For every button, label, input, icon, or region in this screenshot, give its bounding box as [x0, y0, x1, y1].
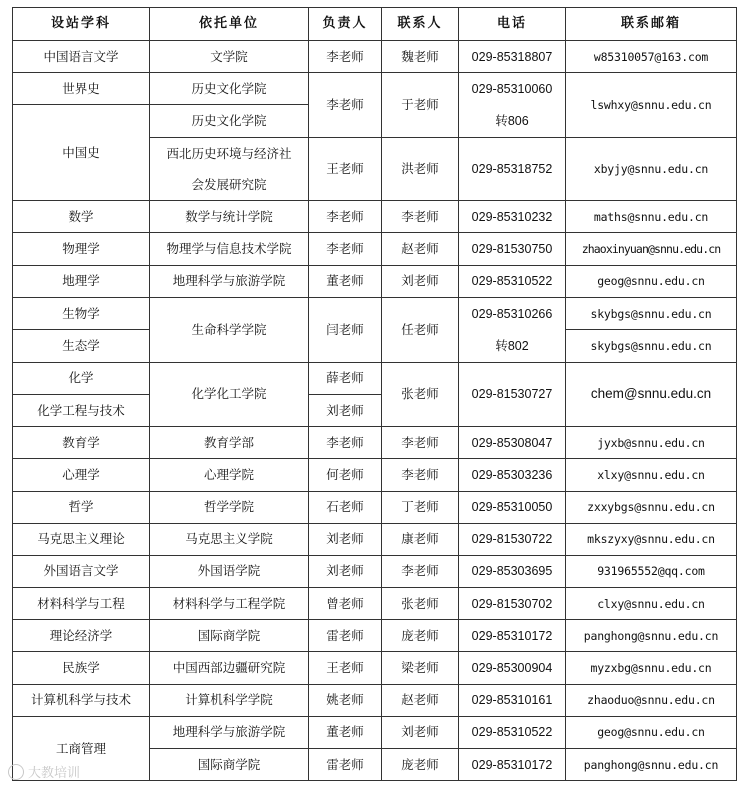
table-row — [13, 491, 737, 523]
subject-cell: 中国史 — [13, 105, 150, 201]
contact-cell: 李老师 — [382, 459, 459, 491]
unit-cell: 心理学院 — [150, 459, 309, 491]
email-cell: zhaoxinyuan@snnu.edu.cn — [566, 233, 737, 265]
phone-cell: 029-81530702 — [459, 588, 566, 620]
email-cell: geog@snnu.edu.cn — [566, 716, 737, 748]
table-row — [13, 297, 737, 330]
watermark — [8, 762, 80, 781]
head-cell: 薛老师 — [309, 362, 382, 394]
unit-cell: 物理学与信息技术学院 — [150, 233, 309, 265]
table-row — [13, 41, 737, 73]
subject-cell: 地理学 — [13, 265, 150, 297]
subject-cell: 物理学 — [13, 233, 150, 265]
subject-cell: 马克思主义理论 — [13, 523, 150, 555]
head-cell: 曾老师 — [309, 588, 382, 620]
unit-cell: 文学院 — [150, 41, 309, 73]
email-cell: clxy@snnu.edu.cn — [566, 588, 737, 620]
email-cell: w85310057@163.com — [566, 41, 737, 73]
table-row — [13, 684, 737, 716]
subject-cell: 化学 — [13, 362, 150, 394]
contact-cell: 于老师 — [382, 73, 459, 138]
subject-cell: 计算机科学与技术 — [13, 684, 150, 716]
contact-table — [12, 7, 737, 781]
contact-cell: 丁老师 — [382, 491, 459, 523]
subject-cell: 民族学 — [13, 652, 150, 684]
head-cell: 李老师 — [309, 73, 382, 138]
table-row — [13, 523, 737, 555]
head-cell: 刘老师 — [309, 555, 382, 587]
unit-cell: 中国西部边疆研究院 — [150, 652, 309, 684]
subject-cell: 哲学 — [13, 491, 150, 523]
contact-cell: 赵老师 — [382, 684, 459, 716]
unit-cell: 国际商学院 — [150, 749, 309, 781]
table-row — [13, 233, 737, 265]
head-cell: 李老师 — [309, 233, 382, 265]
email-cell: zxxybgs@snnu.edu.cn — [566, 491, 737, 523]
subject-cell: 外国语言文学 — [13, 555, 150, 587]
header-row — [13, 8, 737, 41]
subject-cell: 世界史 — [13, 73, 150, 105]
contact-cell: 梁老师 — [382, 652, 459, 684]
table-row — [13, 73, 737, 105]
subject-cell: 理论经济学 — [13, 620, 150, 652]
table-row — [13, 362, 737, 394]
contact-cell: 李老师 — [382, 427, 459, 459]
unit-cell: 国际商学院 — [150, 620, 309, 652]
unit-cell: 地理科学与旅游学院 — [150, 716, 309, 748]
unit-line: 西北历史环境与经济社 — [166, 146, 292, 162]
email-cell: chem@snnu.edu.cn — [566, 362, 737, 426]
head-cell: 闫老师 — [309, 297, 382, 362]
phone-extension: 转802 — [495, 338, 529, 353]
unit-cell: 化学化工学院 — [150, 362, 309, 426]
head-cell: 董老师 — [309, 265, 382, 297]
unit-cell: 生命科学学院 — [150, 297, 309, 362]
email-cell: geog@snnu.edu.cn — [566, 265, 737, 297]
email-cell: skybgs@snnu.edu.cn — [566, 297, 737, 330]
unit-cell: 地理科学与旅游学院 — [150, 265, 309, 297]
table-row — [13, 265, 737, 297]
phone-cell: 029-85300904 — [459, 652, 566, 684]
header-email: 联系邮箱 — [566, 8, 737, 41]
contact-cell: 魏老师 — [382, 41, 459, 73]
head-cell: 李老师 — [309, 427, 382, 459]
unit-cell: 计算机科学学院 — [150, 684, 309, 716]
phone-cell: 029-85318752 — [459, 138, 566, 201]
header-phone: 电话 — [459, 8, 566, 41]
table-row — [13, 555, 737, 587]
phone-extension: 转806 — [495, 114, 529, 129]
head-cell: 雷老师 — [309, 749, 382, 781]
email-cell: skybgs@snnu.edu.cn — [566, 330, 737, 363]
phone-cell: 029-85310522 — [459, 265, 566, 297]
head-cell: 刘老师 — [309, 523, 382, 555]
contact-cell: 刘老师 — [382, 265, 459, 297]
subject-cell: 数学 — [13, 201, 150, 233]
contact-cell: 李老师 — [382, 555, 459, 587]
head-cell: 石老师 — [309, 491, 382, 523]
phone-cell: 029-85310172 — [459, 749, 566, 781]
phone-cell — [459, 297, 566, 362]
contact-cell: 李老师 — [382, 201, 459, 233]
contact-cell: 张老师 — [382, 362, 459, 426]
email-cell: myzxbg@snnu.edu.cn — [566, 652, 737, 684]
email-cell: xlxy@snnu.edu.cn — [566, 459, 737, 491]
subject-cell: 化学工程与技术 — [13, 394, 150, 426]
email-cell: panghong@snnu.edu.cn — [566, 749, 737, 781]
unit-line: 会发展研究院 — [191, 177, 267, 193]
unit-cell: 历史文化学院 — [150, 105, 309, 138]
contact-cell: 赵老师 — [382, 233, 459, 265]
head-cell: 姚老师 — [309, 684, 382, 716]
subject-cell: 心理学 — [13, 459, 150, 491]
unit-cell: 历史文化学院 — [150, 73, 309, 105]
subject-cell: 生物学 — [13, 297, 150, 330]
header-head: 负责人 — [309, 8, 382, 41]
head-cell: 李老师 — [309, 41, 382, 73]
header-subject: 设站学科 — [13, 8, 150, 41]
table-row — [13, 620, 737, 652]
table-row — [13, 588, 737, 620]
subject-cell: 教育学 — [13, 427, 150, 459]
phone-cell: 029-85310050 — [459, 491, 566, 523]
head-cell: 王老师 — [309, 652, 382, 684]
header-unit: 依托单位 — [150, 8, 309, 41]
email-cell: xbyjy@snnu.edu.cn — [566, 138, 737, 201]
table-row — [13, 716, 737, 748]
table-row — [13, 201, 737, 233]
head-cell: 王老师 — [309, 138, 382, 201]
table-row — [13, 459, 737, 491]
phone-number: 029-85310266 — [471, 306, 553, 321]
email-cell: panghong@snnu.edu.cn — [566, 620, 737, 652]
email-cell: lswhxy@snnu.edu.cn — [566, 73, 737, 138]
watermark-text: 大教培训 — [28, 766, 81, 781]
unit-cell: 材料科学与工程学院 — [150, 588, 309, 620]
phone-cell: 029-85318807 — [459, 41, 566, 73]
head-cell: 董老师 — [309, 716, 382, 748]
phone-cell: 029-81530727 — [459, 362, 566, 426]
subject-cell: 中国语言文学 — [13, 41, 150, 73]
contact-cell: 张老师 — [382, 588, 459, 620]
table-row — [13, 427, 737, 459]
unit-cell: 外国语学院 — [150, 555, 309, 587]
unit-cell: 马克思主义学院 — [150, 523, 309, 555]
contact-cell: 任老师 — [382, 297, 459, 362]
contact-cell: 康老师 — [382, 523, 459, 555]
unit-cell: 数学与统计学院 — [150, 201, 309, 233]
watermark-logo-icon — [8, 764, 24, 780]
phone-cell: 029-85303695 — [459, 555, 566, 587]
subject-cell: 工商管理 — [13, 716, 150, 780]
email-cell: jyxb@snnu.edu.cn — [566, 427, 737, 459]
subject-cell: 材料科学与工程 — [13, 588, 150, 620]
header-contact: 联系人 — [382, 8, 459, 41]
head-cell: 刘老师 — [309, 394, 382, 426]
subject-cell: 生态学 — [13, 330, 150, 363]
contact-cell: 刘老师 — [382, 716, 459, 748]
phone-cell — [459, 73, 566, 138]
unit-cell: 哲学学院 — [150, 491, 309, 523]
head-cell: 雷老师 — [309, 620, 382, 652]
contact-cell: 庞老师 — [382, 749, 459, 781]
phone-cell: 029-85310522 — [459, 716, 566, 748]
head-cell: 何老师 — [309, 459, 382, 491]
contact-cell: 洪老师 — [382, 138, 459, 201]
phone-cell: 029-85308047 — [459, 427, 566, 459]
table-row — [13, 652, 737, 684]
phone-cell: 029-85310161 — [459, 684, 566, 716]
phone-cell: 029-81530750 — [459, 233, 566, 265]
email-cell: zhaoduo@snnu.edu.cn — [566, 684, 737, 716]
phone-number: 029-85310060 — [471, 82, 553, 97]
phone-cell: 029-81530722 — [459, 523, 566, 555]
phone-cell: 029-85310172 — [459, 620, 566, 652]
head-cell: 李老师 — [309, 201, 382, 233]
phone-cell: 029-85310232 — [459, 201, 566, 233]
unit-cell: 教育学部 — [150, 427, 309, 459]
email-cell: mkszyxy@snnu.edu.cn — [566, 523, 737, 555]
unit-cell — [150, 138, 309, 201]
email-cell: 931965552@qq.com — [566, 555, 737, 587]
email-cell: maths@snnu.edu.cn — [566, 201, 737, 233]
phone-cell: 029-85303236 — [459, 459, 566, 491]
contact-cell: 庞老师 — [382, 620, 459, 652]
